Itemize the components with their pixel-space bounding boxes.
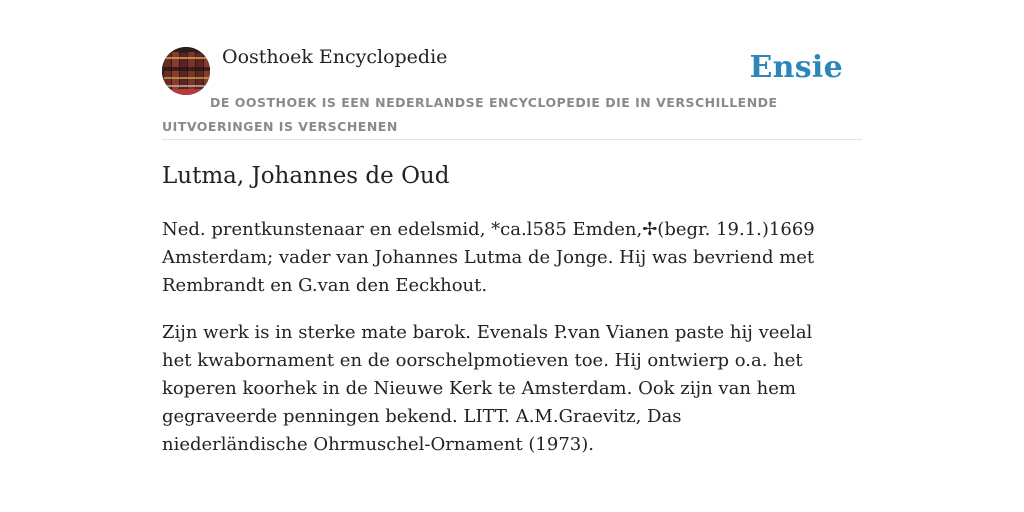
article-paragraph: Zijn werk is in sterke mate barok. Evenals P.van Vianen paste hij veelal het kwabornament en de oorschelpmotieven toe. Hij ontwierp o.a. het koperen koorhek in de Nieuwe Kerk te Amsterdam. Ook zijn van hem gegraveerde penningen bekend. LITT. A.M.Graevitz, Das niederländische Ohrmuschel-Ornament (1973). (162, 322, 813, 455)
encyclopedia-books-icon[interactable] (162, 47, 210, 95)
site-tagline: DE OOSTHOEK IS EEN NEDERLANDSE ENCYCLOPEDIE DIE IN VERSCHILLENDE UITVOERINGEN IS VERSCHENEN (162, 95, 778, 134)
header-divider (162, 139, 862, 140)
article-title: Lutma, Johannes de Oud (162, 163, 450, 189)
brand-logo[interactable]: Ensie (749, 50, 843, 85)
site-name[interactable]: Oosthoek Encyclopedie (222, 46, 448, 68)
article-paragraph: Ned. prentkunstenaar en edelsmid, *ca.l585 Emden,✢(begr. 19.1.)1669 Amsterdam; vader van Johannes Lutma de Jonge. Hij was bevriend met Rembrandt en G.van den Eeckhout. (162, 219, 815, 296)
